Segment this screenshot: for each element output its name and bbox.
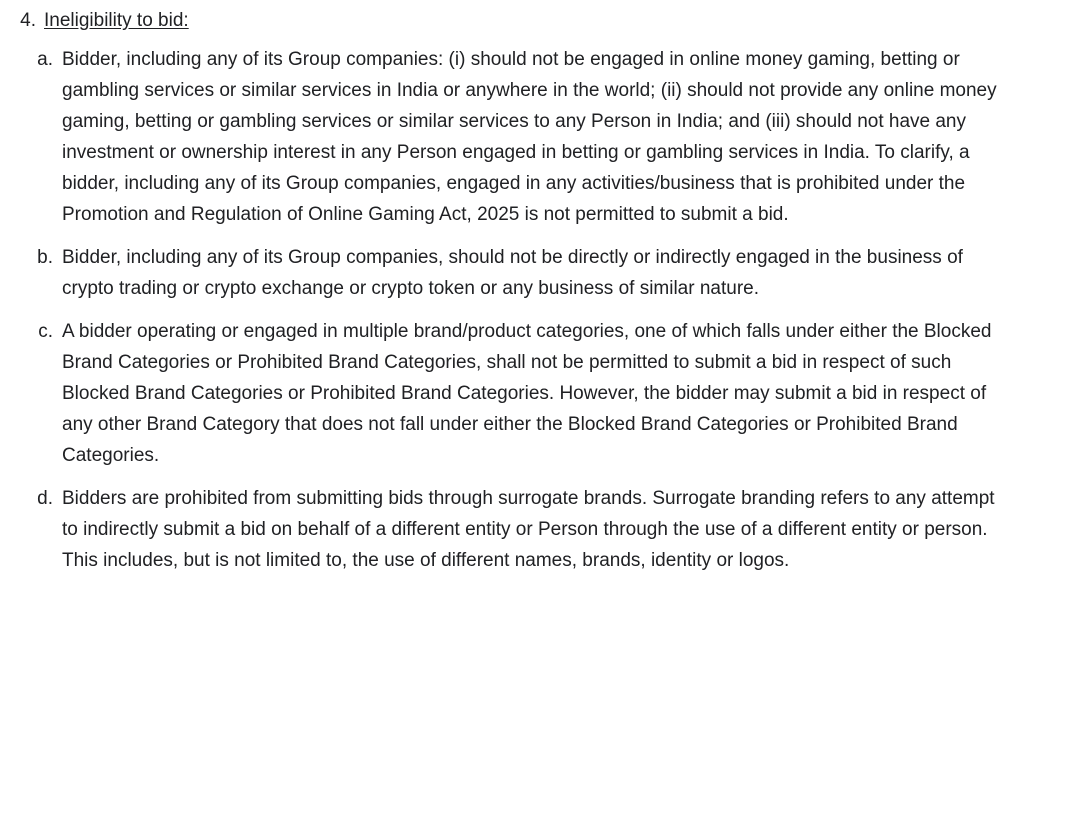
sub-clause-marker: b. (37, 247, 53, 268)
sub-clause-text: Bidders are prohibited from submitting bids through surrogate brands. Surrogate branding refers to any attempt to indirectly submit a bid on behalf of a different entity or Person through the use of a different entity or person. This includes, but is not limited to, the use of different names, brands, identity or logos. (62, 488, 995, 571)
sub-clause-text: A bidder operating or engaged in multiple brand/product categories, one of which falls under either the Blocked Brand Categories or Prohibited Brand Categories, shall not be permitted to submit a bid in respect of such Blocked Brand Categories or Prohibited Brand Categories. However, the bidder may submit a bid in respect of any other Brand Category that does not fall under either the Blocked Brand Categories or Prohibited Brand Categories. (62, 321, 992, 466)
sub-clause-marker: c. (38, 321, 53, 342)
sub-clause-marker: a. (37, 49, 53, 70)
clause-heading: Ineligibility to bid: (44, 10, 189, 31)
clause-4 (10, 6, 1037, 36)
clause-number: 4. (20, 10, 36, 31)
sub-clause-text: Bidder, including any of its Group companies: (i) should not be engaged in online money gaming, betting or gambling services or similar services in India or anywhere in the world; (ii) should not provide any online money gaming, betting or gambling services or similar services to any Person in India; and (iii) should not have any investment or ownership interest in any Person engaged in betting or gambling services in India. To clarify, a bidder, including any of its Group companies, engaged in any activities/business that is prohibited under the Promotion and Regulation of Online Gaming Act, 2025 is not permitted to submit a bid. (62, 49, 997, 225)
sub-clause-d (10, 483, 1037, 576)
sub-clause-marker: d. (37, 488, 53, 509)
sub-clause-b (10, 242, 1037, 304)
sub-clause-list (10, 44, 1037, 576)
sub-clause-a (10, 44, 1037, 230)
sub-clause-c (10, 316, 1037, 471)
sub-clause-text: Bidder, including any of its Group companies, should not be directly or indirectly engaged in the business of crypto trading or crypto exchange or crypto token or any business of similar nature. (62, 247, 963, 299)
